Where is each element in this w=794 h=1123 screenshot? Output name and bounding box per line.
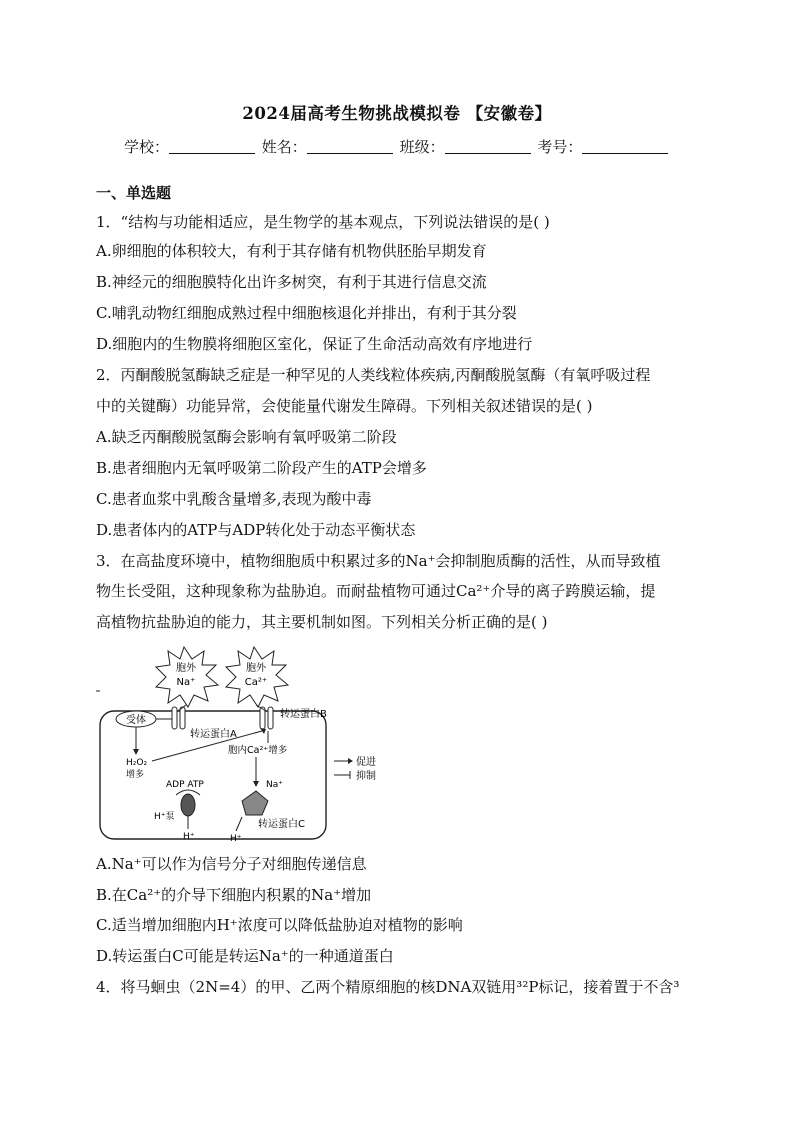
legend-inhibit-label: 抑制	[356, 771, 376, 782]
transporter-a-label: 转运蛋白A	[190, 729, 237, 740]
q2-option-c: C.患者血浆中乳酸含量增多,表现为酸中毒	[96, 490, 372, 508]
q1-stem: 1．“结构与功能相适应，是生物学的基本观点，下列说法错误的是( )	[96, 213, 550, 231]
name-blank[interactable]	[307, 139, 393, 154]
q3-option-b: B.在Ca²⁺的介导下细胞内积累的Na⁺增加	[96, 886, 372, 904]
q3-option-a: A.Na⁺可以作为信号分子对细胞传递信息	[96, 855, 367, 873]
ion-transport-diagram	[96, 645, 396, 845]
q1-option-b: B.神经元的细胞膜特化出许多树突，有利于其进行信息交流	[96, 273, 487, 291]
q2-option-a: A.缺乏丙酮酸脱氢酶会影响有氧呼吸第二阶段	[96, 428, 397, 446]
h-efflux-arrow-2	[236, 817, 242, 831]
h2o2-label: H₂O₂	[126, 758, 148, 768]
burst-left-line2: Na⁺	[176, 677, 196, 688]
transporter-c-label: 转运蛋白C	[258, 819, 305, 830]
h-pump-label: H⁺泵	[154, 812, 175, 822]
student-info-row	[124, 136, 670, 157]
transporter-a-shape-1	[172, 707, 177, 729]
name-label: 姓名：	[261, 138, 307, 156]
h2o2-increase-label: 增多	[126, 770, 145, 780]
exam-number-blank[interactable]	[582, 139, 668, 154]
class-label: 班级：	[399, 138, 445, 156]
q2-option-b: B.患者细胞内无氧呼吸第二阶段产生的ATP会增多	[96, 459, 427, 477]
transporter-c-shape	[242, 791, 268, 815]
q2-stem-line1: 2．丙酮酸脱氢酶缺乏症是一种罕见的人类线粒体疾病,丙酮酸脱氢酶（有氧呼吸过程	[96, 366, 651, 384]
q3-option-d: D.转运蛋白C可能是转运Na⁺的一种通道蛋白	[96, 947, 394, 965]
exam-title: 2024届高考生物挑战模拟卷 【安徽卷】	[242, 104, 552, 123]
school-blank[interactable]	[169, 139, 255, 154]
legend-promote-arrowhead	[348, 758, 353, 764]
burst-right-line1: 胞外	[246, 663, 266, 674]
q1-option-c: C.哺乳动物红细胞成熟过程中细胞核退化并排出，有利于其分裂	[96, 304, 517, 322]
ca-increase-label: 胞内Ca²⁺增多	[228, 745, 288, 756]
q2-stem-line2: 中的关键酶）功能异常，会使能量代谢发生障碍。下列相关叙述错误的是( )	[96, 397, 593, 415]
legend-promote-label: 促进	[356, 757, 376, 768]
transporter-a-shape-2	[180, 707, 185, 729]
class-blank[interactable]	[445, 139, 531, 154]
q1-option-a: A.卵细胞的体积较大，有利于其存储有机物供胚胎早期发育	[96, 242, 487, 260]
q4-stem: 4．将马蛔虫（2N=4）的甲、乙两个精原细胞的核DNA双链用³²P标记，接着置于不含³	[96, 978, 680, 996]
transporter-b-shape-2	[268, 707, 273, 729]
exam-number-label: 考号：	[537, 138, 583, 156]
q2-option-d: D.患者体内的ATP与ADP转化处于动态平衡状态	[96, 521, 416, 539]
adp-atp-label: ADP ATP	[166, 780, 204, 790]
transporter-b-label: 转运蛋白B	[280, 709, 327, 720]
burst-right-line2: Ca²⁺	[244, 677, 268, 688]
q3-option-c: C.适当增加细胞内H⁺浓度可以降低盐胁迫对植物的影响	[96, 916, 463, 934]
h-pump-shape	[181, 794, 195, 816]
receptor-label: 受体	[126, 715, 146, 726]
h-ion-label-2: H⁺	[230, 834, 242, 844]
h-ion-label-1: H⁺	[183, 832, 195, 842]
arrowhead-c	[253, 781, 259, 787]
na-label: Na⁺	[266, 780, 283, 790]
section-heading: 一、单选题	[96, 184, 172, 202]
q3-stem-line1: 3．在高盐度环境中，植物细胞质中积累过多的Na⁺会抑制胞质酶的活性，从而导致植	[96, 552, 661, 570]
school-label: 学校：	[124, 138, 170, 156]
q3-stem-line2: 物生长受阻，这种现象称为盐胁迫。而耐盐植物可通过Ca²⁺介导的离子跨膜运输，提	[96, 582, 656, 600]
q1-option-d: D.细胞内的生物膜将细胞区室化，保证了生命活动高效有序地进行	[96, 335, 533, 353]
arrowhead-h2o2	[133, 749, 139, 755]
burst-left-line1: 胞外	[176, 663, 196, 674]
q3-stem-line3: 高植物抗盐胁迫的能力，其主要机制如图。下列相关分析正确的是( )	[96, 613, 548, 631]
